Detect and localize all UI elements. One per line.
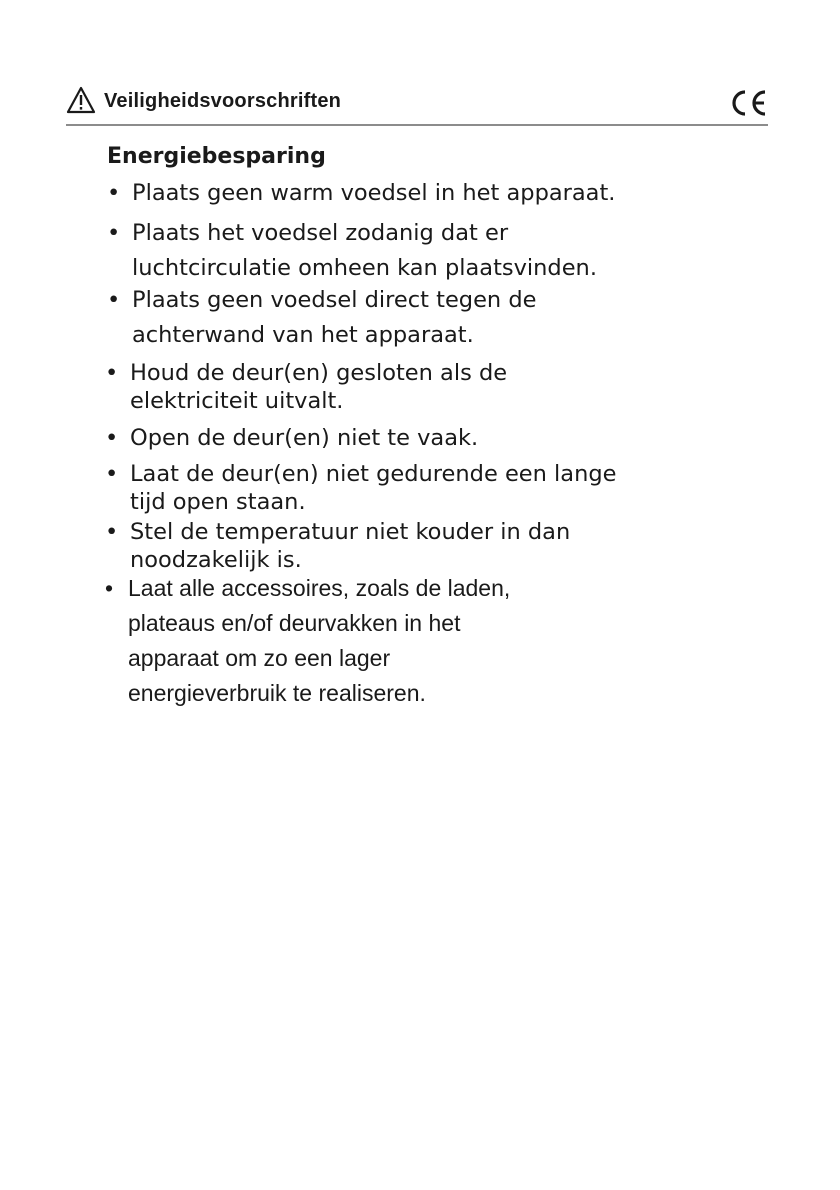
ce-mark-icon: [728, 88, 768, 118]
list-item: [107, 216, 597, 286]
list-item-line: plateaus en/of deurvakken in het: [128, 610, 461, 636]
list-item-line: Laat alle accessoires, zoals de laden,: [128, 575, 511, 601]
list-item: [105, 571, 510, 711]
list-item-line: Plaats geen warm voedsel in het apparaat.: [132, 180, 616, 206]
list-item: [105, 359, 507, 415]
warning-triangle-icon: [66, 86, 96, 114]
page-header: [66, 86, 768, 126]
bullet: •: [105, 575, 114, 601]
bullet: •: [105, 360, 119, 386]
list-item-line: Laat de deur(en) niet gedurende een lange: [130, 461, 617, 487]
list-item-line: tijd open staan.: [130, 489, 306, 515]
list-item-line: apparaat om zo een lager: [128, 645, 391, 671]
list-item: [107, 283, 536, 353]
list-item-line: Houd de deur(en) gesloten als de: [130, 360, 508, 386]
bullet: •: [105, 425, 119, 451]
list-item: [105, 424, 478, 452]
bullet: •: [107, 287, 121, 313]
list-item-line: Stel de temperatuur niet kouder in dan: [130, 519, 571, 545]
bullet: •: [105, 519, 119, 545]
list-item-line: luchtcirculatie omheen kan plaatsvinden.: [132, 255, 597, 281]
list-item-line: noodzakelijk is.: [130, 547, 302, 573]
bullet: •: [107, 180, 121, 206]
list-item: [105, 518, 570, 574]
list-item-line: Open de deur(en) niet te vaak.: [130, 425, 479, 451]
list-item-line: Plaats het voedsel zodanig dat er: [132, 220, 509, 246]
list-item-line: achterwand van het apparaat.: [132, 322, 474, 348]
list-item-line: energieverbruik te realiseren.: [128, 680, 426, 706]
section-title: Energiebesparing: [107, 144, 326, 169]
list-item-line: elektriciteit uitvalt.: [130, 388, 344, 414]
page-title: Veiligheidsvoorschriften: [104, 90, 342, 112]
list-item: [107, 176, 615, 211]
bullet: •: [107, 220, 121, 246]
list-item: [105, 460, 616, 516]
list-item-line: Plaats geen voedsel direct tegen de: [132, 287, 537, 313]
bullet: •: [105, 461, 119, 487]
